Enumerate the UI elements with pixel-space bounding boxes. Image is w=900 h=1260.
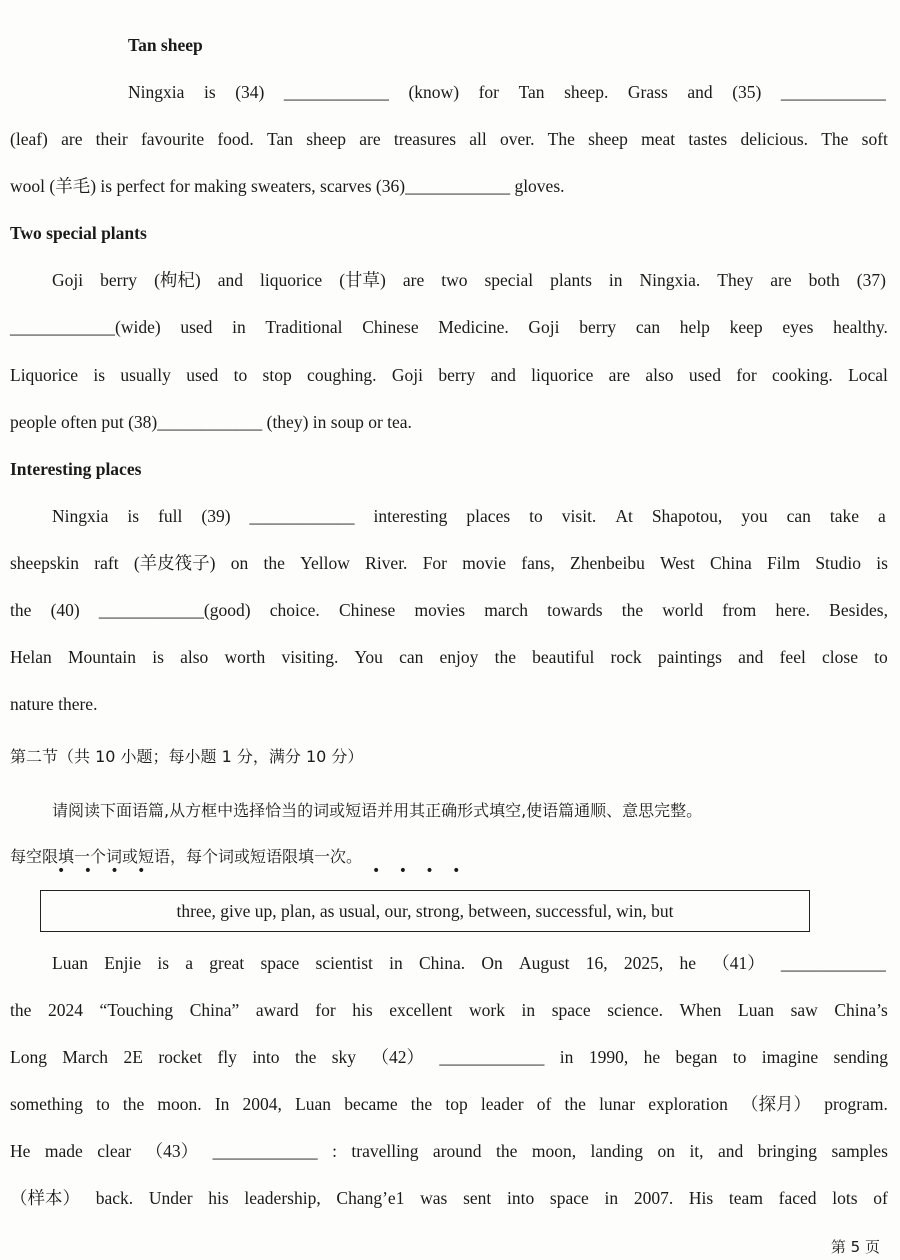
- word: used: [186, 365, 219, 385]
- luan-line-2: [10, 999, 888, 1021]
- plants-line-4: people often put (38)____________ (they) in soup or tea.: [10, 412, 412, 432]
- word: （41）: [712, 953, 765, 973]
- word: can: [399, 647, 424, 667]
- emphasis-dots-2: • • • •: [372, 863, 468, 879]
- word: ____________: [212, 1141, 318, 1161]
- word: eyes: [782, 317, 814, 337]
- word: For: [422, 553, 447, 573]
- word: stop: [262, 365, 292, 385]
- word: ____________: [439, 1047, 545, 1067]
- word: are: [61, 129, 83, 149]
- word: :: [332, 1141, 337, 1161]
- word: in: [389, 953, 403, 973]
- tan-sheep-line-3: wool (羊毛) is perfect for making sweaters, scarves (36)____________ gloves.: [10, 176, 565, 196]
- word: His: [688, 1188, 714, 1208]
- word: movies: [414, 600, 466, 620]
- word: (枸杞): [154, 270, 201, 290]
- word: the: [294, 1047, 317, 1067]
- word: berry: [438, 365, 476, 385]
- word: space: [549, 1188, 589, 1208]
- word: of: [536, 1094, 552, 1114]
- word: China: [709, 553, 752, 573]
- word: is: [127, 506, 140, 526]
- word: (39): [201, 506, 231, 526]
- word: special: [484, 270, 534, 290]
- word: visiting.: [281, 647, 339, 667]
- word: and: [217, 270, 243, 290]
- part-two-instruction-2: 每空限填一个词或短语，每个词或短语限填一次。: [10, 847, 363, 866]
- word: 2004,: [242, 1094, 282, 1114]
- word: his: [208, 1188, 229, 1208]
- word: Chinese: [362, 317, 419, 337]
- word: Luan: [52, 953, 88, 973]
- word: the: [10, 1000, 32, 1020]
- word: Goji: [391, 365, 423, 385]
- word: August: [518, 953, 570, 973]
- word: for: [736, 365, 757, 385]
- word: scientist: [315, 953, 373, 973]
- word: take: [829, 506, 860, 526]
- word: the: [10, 600, 32, 620]
- word: over.: [499, 129, 535, 149]
- word: the: [621, 600, 644, 620]
- word: space: [551, 1000, 591, 1020]
- word: 1990,: [588, 1047, 629, 1067]
- word: are: [359, 129, 381, 149]
- word: Grass: [627, 82, 668, 102]
- word: award: [255, 1000, 299, 1020]
- word: great: [209, 953, 245, 973]
- word: help: [679, 317, 710, 337]
- word: (leaf): [10, 129, 48, 149]
- word: the: [564, 1094, 586, 1114]
- word: used: [180, 317, 213, 337]
- word: the: [495, 1141, 518, 1161]
- word: West: [660, 553, 695, 573]
- word: 2007.: [633, 1188, 674, 1208]
- word: Enjie: [104, 953, 142, 973]
- word: in: [521, 1000, 536, 1020]
- luan-line-6: [10, 1187, 888, 1209]
- word: interesting: [373, 506, 448, 526]
- word: sheepskin: [10, 553, 80, 573]
- word: Tan: [266, 129, 293, 149]
- word: They: [717, 270, 754, 290]
- word: When: [679, 1000, 722, 1020]
- plants-line-3: [10, 364, 888, 386]
- word: the: [410, 1094, 433, 1114]
- places-line-1: [52, 505, 886, 527]
- word: saw: [790, 1000, 818, 1020]
- word: moon.: [157, 1094, 202, 1114]
- word: ____________: [780, 82, 886, 102]
- word: On: [481, 953, 503, 973]
- word: worth: [224, 647, 266, 667]
- word: He: [10, 1141, 31, 1161]
- luan-line-4: [10, 1093, 888, 1115]
- section-heading-two-special-plants: Two special plants: [10, 223, 147, 243]
- word: is: [203, 82, 216, 102]
- word: in: [608, 270, 623, 290]
- word: can: [635, 317, 661, 337]
- word: from: [722, 600, 757, 620]
- word: work: [468, 1000, 505, 1020]
- word: Studio: [815, 553, 862, 573]
- word: also: [645, 365, 674, 385]
- word: leadership,: [244, 1188, 321, 1208]
- word: favourite: [140, 129, 205, 149]
- word: around: [432, 1141, 482, 1161]
- word: Liquorice: [10, 365, 79, 385]
- page-number: 第 5 页: [830, 1238, 880, 1256]
- word: he: [679, 953, 696, 973]
- word: in: [604, 1188, 619, 1208]
- word: and: [718, 1141, 744, 1161]
- word: was: [420, 1188, 448, 1208]
- places-line-3: [10, 599, 888, 621]
- word: （探月）: [741, 1094, 812, 1114]
- word: to: [732, 1047, 747, 1067]
- word: Under: [148, 1188, 193, 1208]
- word: travelling: [351, 1141, 419, 1161]
- word: sent: [463, 1188, 492, 1208]
- word: coughing.: [307, 365, 377, 385]
- word: and: [687, 82, 713, 102]
- word: paintings: [657, 647, 722, 667]
- word: Tan: [518, 82, 545, 102]
- word-bank-box: [40, 890, 810, 932]
- word: Long: [10, 1047, 47, 1067]
- word: sheep: [588, 129, 628, 149]
- word: China”: [189, 1000, 240, 1020]
- word: used: [688, 365, 721, 385]
- word: in: [232, 317, 246, 337]
- word: (40): [50, 600, 80, 620]
- word: on: [657, 1141, 675, 1161]
- word: both: [808, 270, 840, 290]
- word: Mountain: [67, 647, 137, 667]
- word: ____________: [249, 506, 355, 526]
- word: samples: [831, 1141, 888, 1161]
- word: “Touching: [99, 1000, 174, 1020]
- word: cooking.: [771, 365, 833, 385]
- word: moon,: [531, 1141, 577, 1161]
- word: The: [821, 129, 849, 149]
- word: delicious.: [740, 129, 809, 149]
- plants-line-1: [52, 269, 886, 291]
- word: Ningxia: [52, 506, 109, 526]
- word: tastes: [688, 129, 728, 149]
- word: At: [615, 506, 633, 526]
- word: excellent: [389, 1000, 453, 1020]
- word: rock: [610, 647, 642, 667]
- word: berry: [579, 317, 617, 337]
- word: liquorice: [531, 365, 594, 385]
- word: 2E: [123, 1047, 143, 1067]
- word: to: [233, 365, 248, 385]
- tan-sheep-line-1: [128, 81, 886, 103]
- word: ____________(wide): [10, 317, 161, 337]
- word: meat: [641, 129, 676, 149]
- word: Luan: [738, 1000, 774, 1020]
- luan-line-1: [52, 952, 886, 974]
- word: close: [822, 647, 858, 667]
- word: the: [122, 1094, 145, 1114]
- word: （样本）: [10, 1188, 80, 1208]
- word: Chang’e1: [336, 1188, 405, 1208]
- word: healthy.: [833, 317, 888, 337]
- word: places: [466, 506, 511, 526]
- word: treasures: [393, 129, 457, 149]
- word-bank-text: three, give up, plan, as usual, our, strong, between, successful, win, but: [176, 901, 674, 921]
- word: (羊皮筏子): [133, 553, 216, 573]
- word: Chinese: [338, 600, 396, 620]
- word: (37): [856, 270, 886, 290]
- word: of: [873, 1188, 888, 1208]
- word: liquorice: [260, 270, 323, 290]
- word: Shapotou,: [651, 506, 723, 526]
- word: here.: [775, 600, 810, 620]
- word: began: [675, 1047, 718, 1067]
- word: into: [252, 1047, 280, 1067]
- part-two-title: 第二节（共 10 小题；每小题 1 分，满分 10 分）: [10, 747, 364, 766]
- places-line-5: nature there.: [10, 694, 98, 714]
- word: movie: [462, 553, 506, 573]
- word: and: [738, 647, 764, 667]
- word: in: [559, 1047, 574, 1067]
- word: fans,: [521, 553, 555, 573]
- word: (35): [732, 82, 762, 102]
- word: raft: [94, 553, 119, 573]
- word: also: [180, 647, 209, 667]
- word: Medicine.: [438, 317, 509, 337]
- word: march: [484, 600, 528, 620]
- word: bringing: [757, 1141, 818, 1161]
- word: March: [62, 1047, 109, 1067]
- word: sending: [833, 1047, 888, 1067]
- word: Film: [767, 553, 801, 573]
- word: In: [214, 1094, 230, 1114]
- word: a: [185, 953, 194, 973]
- word: Helan: [10, 647, 52, 667]
- word: ____________: [780, 953, 886, 973]
- word: 2024: [47, 1000, 83, 1020]
- word: （43）: [145, 1141, 199, 1161]
- word: are: [402, 270, 425, 290]
- word: feel: [779, 647, 806, 667]
- word: lots: [832, 1188, 858, 1208]
- word: the: [263, 553, 285, 573]
- word: River.: [365, 553, 408, 573]
- word: Zhenbeibu: [570, 553, 645, 573]
- word: to: [874, 647, 888, 667]
- word: full: [158, 506, 183, 526]
- word: sky: [331, 1047, 357, 1067]
- word: a: [878, 506, 886, 526]
- luan-line-5: [10, 1140, 888, 1162]
- tan-sheep-line-2: [10, 128, 888, 150]
- word: Local: [848, 365, 888, 385]
- word: (know): [408, 82, 460, 102]
- word: you: [741, 506, 768, 526]
- word: (甘草): [339, 270, 386, 290]
- word: for: [478, 82, 499, 102]
- word: became: [344, 1094, 398, 1114]
- word: exploration: [648, 1094, 728, 1114]
- word: for: [315, 1000, 336, 1020]
- word: usually: [120, 365, 171, 385]
- places-line-2: [10, 552, 888, 574]
- word: sheep: [306, 129, 347, 149]
- word: imagine: [761, 1047, 819, 1067]
- word: ____________: [283, 82, 389, 102]
- word: to: [96, 1094, 110, 1114]
- places-line-4: [10, 646, 888, 668]
- word: is: [876, 553, 888, 573]
- word: world: [662, 600, 704, 620]
- word: all: [469, 129, 487, 149]
- word: plants: [550, 270, 592, 290]
- word: team: [728, 1188, 763, 1208]
- word: ____________(good): [98, 600, 251, 620]
- emphasis-dots-1: • • • •: [57, 863, 153, 879]
- word: to: [529, 506, 543, 526]
- word: food.: [217, 129, 254, 149]
- word: sheep.: [564, 82, 609, 102]
- word: Ningxia: [128, 82, 185, 102]
- word: Luan: [295, 1094, 332, 1114]
- section-heading-interesting-places: Interesting places: [10, 459, 142, 479]
- word: The: [547, 129, 575, 149]
- word: rocket: [158, 1047, 203, 1067]
- word: (34): [235, 82, 265, 102]
- word: enjoy: [439, 647, 479, 667]
- word: into: [506, 1188, 535, 1208]
- word: the: [494, 647, 516, 667]
- word: China’s: [834, 1000, 888, 1020]
- word: on: [230, 553, 249, 573]
- word: made: [44, 1141, 83, 1161]
- luan-line-3: [10, 1046, 888, 1068]
- word: his: [352, 1000, 373, 1020]
- section-heading-tan-sheep: Tan sheep: [128, 35, 203, 55]
- word: is: [157, 953, 170, 973]
- word: choice.: [269, 600, 320, 620]
- word: China.: [418, 953, 466, 973]
- word: Traditional: [265, 317, 343, 337]
- word: soft: [861, 129, 888, 149]
- word: visit.: [561, 506, 597, 526]
- word: faced: [778, 1188, 817, 1208]
- word: is: [152, 647, 164, 667]
- word: are: [608, 365, 631, 385]
- word: can: [786, 506, 811, 526]
- word: leader: [480, 1094, 524, 1114]
- word: towards: [547, 600, 603, 620]
- word: keep: [729, 317, 763, 337]
- part-two-instruction-1: 请阅读下面语篇,从方框中选择恰当的词或短语并用其正确形式填空,使语篇通顺、意思完整。: [52, 801, 703, 820]
- word: clear: [97, 1141, 132, 1161]
- word: top: [445, 1094, 468, 1114]
- word: Yellow: [300, 553, 350, 573]
- word: program.: [824, 1094, 888, 1114]
- word: back.: [95, 1188, 134, 1208]
- word: Besides,: [829, 600, 888, 620]
- word: You: [354, 647, 383, 667]
- word: something: [10, 1094, 83, 1114]
- word: 2025,: [623, 953, 664, 973]
- word: it,: [689, 1141, 704, 1161]
- word: and: [490, 365, 516, 385]
- word: he: [643, 1047, 661, 1067]
- word: Ningxia.: [639, 270, 701, 290]
- word: Goji: [528, 317, 560, 337]
- word: Goji: [52, 270, 84, 290]
- word: beautiful: [532, 647, 595, 667]
- word: are: [770, 270, 792, 290]
- word: space: [260, 953, 300, 973]
- word: fly: [217, 1047, 237, 1067]
- word: science.: [607, 1000, 664, 1020]
- word: berry: [100, 270, 138, 290]
- word: landing: [590, 1141, 644, 1161]
- word: two: [441, 270, 468, 290]
- word: 16,: [585, 953, 608, 973]
- word: is: [93, 365, 106, 385]
- plants-line-2: [10, 316, 888, 338]
- word: lunar: [599, 1094, 636, 1114]
- word: （42）: [371, 1047, 424, 1067]
- word: their: [95, 129, 128, 149]
